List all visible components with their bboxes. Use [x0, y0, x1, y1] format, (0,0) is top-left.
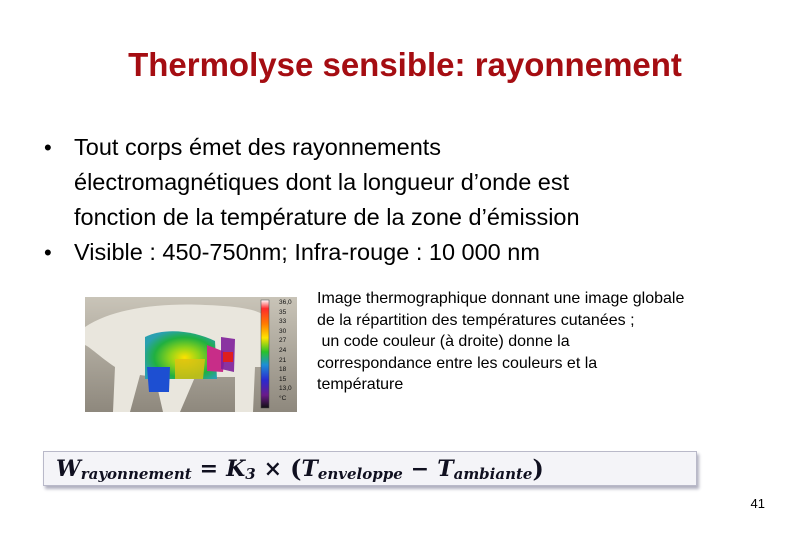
bullet-line: électromagnétiques dont la longueur d’onde est [74, 169, 570, 195]
formula-k: K [226, 455, 246, 482]
caption-line: de la répartition des températures cutanées ; [317, 311, 635, 329]
thermogram-caption [317, 288, 787, 396]
formula-t-ambient: T [437, 455, 454, 482]
formula-times: × [263, 455, 283, 482]
scale-label: 24 [279, 346, 287, 354]
temperature-scale-labels [279, 298, 301, 414]
formula-equals: = [199, 455, 219, 482]
scale-label: 30 [279, 327, 287, 335]
caption-line: un code couleur (à droite) donne la [317, 333, 570, 350]
scale-label: 33 [279, 318, 287, 326]
radiation-formula [43, 451, 697, 486]
bullet-dot-icon: • [44, 240, 52, 265]
formula-envelope-subscript: enveloppe [317, 464, 403, 483]
formula-ambient-subscript: ambiante [453, 464, 533, 483]
page-number: 41 [750, 496, 765, 511]
scale-label: 15 [279, 375, 287, 383]
bullet-line: Tout corps émet des rayonnements [74, 134, 442, 160]
bullet-item [44, 130, 784, 235]
scale-label: 36,0 [279, 299, 292, 306]
formula-w-subscript: rayonnement [80, 464, 192, 483]
scale-label: 21 [279, 356, 287, 364]
scale-label: 27 [279, 337, 287, 345]
caption-line: température [317, 376, 404, 393]
formula-minus: − [410, 455, 430, 482]
thermogram-image [85, 297, 297, 412]
slide-title: Thermolyse sensible: rayonnement [128, 46, 682, 83]
formula-k-subscript: 3 [245, 464, 256, 483]
formula-t-envelope: T [301, 455, 318, 482]
formula-close-paren: ) [532, 454, 544, 483]
formula-w: W [56, 455, 81, 482]
formula-open-paren: ( [290, 454, 302, 483]
thermogram-picture [85, 297, 297, 412]
caption-line: correspondance entre les couleurs et la [317, 354, 598, 372]
scale-label: 18 [279, 366, 287, 374]
bullet-list [44, 130, 784, 270]
bullet-dot-icon: • [44, 135, 52, 160]
caption-line: Image thermographique donnant une image globale [317, 290, 685, 307]
scale-label: °C [279, 394, 287, 402]
bullet-line: Visible : 450-750nm; Infra-rouge : 10 000 nm [74, 239, 540, 265]
bullet-line: fonction de la température de la zone d’émission [74, 204, 580, 230]
scale-label: 35 [279, 308, 287, 316]
bullet-item [44, 235, 784, 270]
scale-label: 13,0 [279, 385, 292, 393]
